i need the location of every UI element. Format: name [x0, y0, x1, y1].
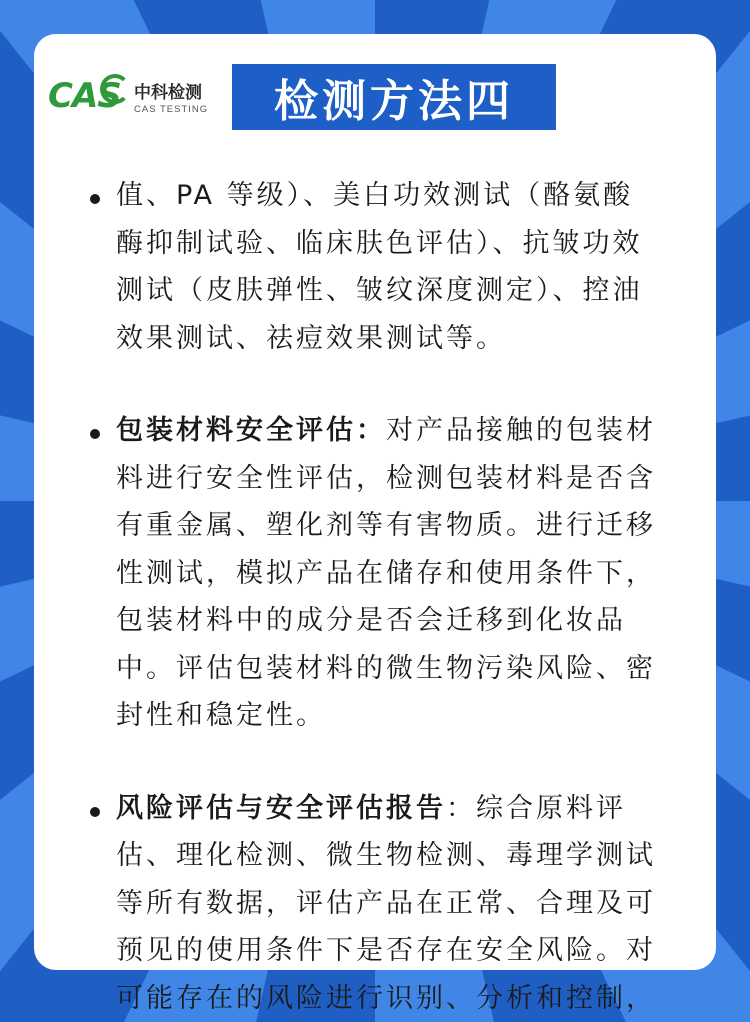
item-line: 预见的使用条件下是否存在安全风险。对	[116, 935, 656, 966]
item-line: 封性和稳定性。	[116, 700, 326, 731]
item-line: 性测试，模拟产品在储存和使用条件下，	[116, 558, 656, 589]
item-line: 料进行安全性评估，检测包装材料是否含	[116, 463, 656, 494]
item-line: 对产品接触的包装材	[386, 415, 656, 446]
list-item	[86, 407, 696, 740]
logo-ring-icon	[100, 74, 130, 104]
list-item	[86, 785, 696, 1022]
list-item	[86, 172, 696, 362]
bullet-icon	[90, 807, 100, 817]
item-line: 估、理化检测、微生物检测、毒理学测试	[116, 840, 656, 871]
method-list	[86, 172, 696, 1022]
item-line: 测试（皮肤弹性、皱纹深度测定）、控油	[116, 275, 643, 306]
item-line: 等所有数据，评估产品在正常、合理及可	[116, 888, 656, 919]
item-line: 包装材料中的成分是否会迁移到化妆品	[116, 605, 626, 636]
cas-testing-logo	[48, 72, 228, 124]
logo-name-cn: 中科检测	[134, 78, 202, 103]
item-heading: 包装材料安全评估：	[116, 415, 386, 446]
bullet-icon	[90, 429, 100, 439]
item-line: 中。评估包装材料的微生物污染风险、密	[116, 653, 656, 684]
item-line: 效果测试、祛痘效果测试等。	[116, 323, 506, 354]
page-title: 检测方法四	[232, 64, 556, 130]
logo-mark: CAS	[48, 76, 121, 116]
item-text	[116, 407, 696, 740]
item-text	[116, 785, 696, 1022]
logo-name-en: CAS TESTING	[134, 104, 208, 115]
item-line: 可能存在的风险进行识别、分析和控制，	[116, 983, 656, 1014]
item-line: ：综合原料评	[446, 793, 626, 824]
item-text	[116, 172, 696, 362]
bullet-icon	[90, 194, 100, 204]
item-line: 值、PA 等级）、美白功效测试（酪氨酸	[116, 180, 633, 211]
item-line: 酶抑制试验、临床肤色评估）、抗皱功效	[116, 228, 643, 259]
item-line: 有重金属、塑化剂等有害物质。进行迁移	[116, 510, 656, 541]
item-heading: 风险评估与安全评估报告	[116, 793, 446, 824]
content-card	[34, 34, 716, 970]
